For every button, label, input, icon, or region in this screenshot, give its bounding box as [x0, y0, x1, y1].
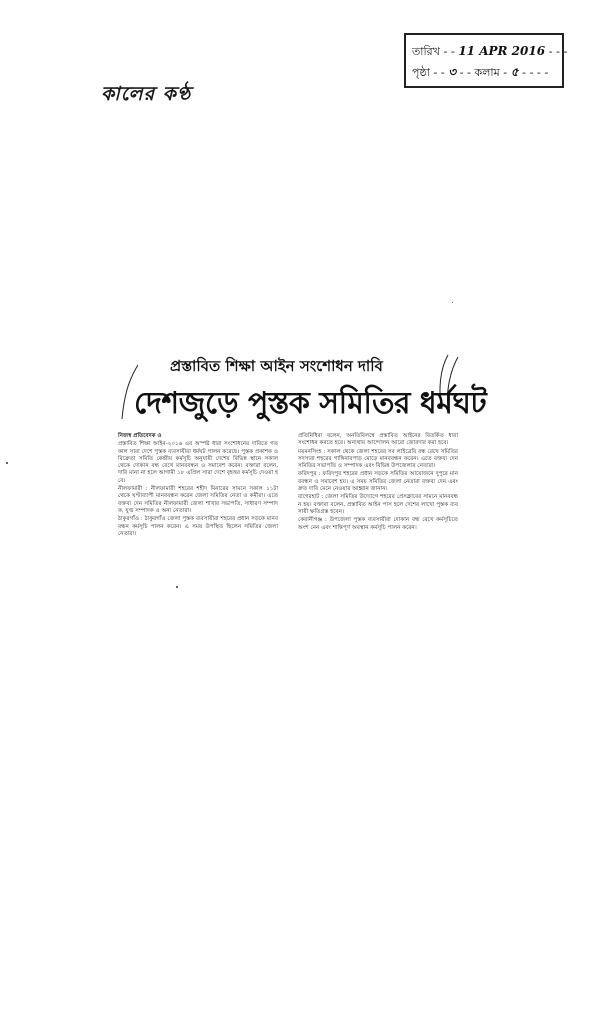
article-paragraph: ময়মনসিংহ : সকাল থেকে জেলা শহরের সব লাইব্রেরি বন্ধ রেখে সমিতির সদস্যরা শহরের গাঙ্গিনারপাড় মোড়ে মানববন্ধন করেন। এতে বক্তব্য দেন সমিতির সভাপতি ও সম্পাদক এবং বিভিন্ন উপজেলার নেতারা। — [298, 448, 458, 470]
stamp-date-row: তারিখ - - 11 APR 2016 - - - — [412, 44, 568, 58]
stamp-column-value: ৫ — [510, 65, 519, 79]
news-clipping — [118, 345, 487, 585]
article-paragraph: প্রতিনিধিরা বলেন, অনতিবিলম্বে প্রস্তাবিত আইনের বিতর্কিত ধারা সংশোধন করতে হবে। অন্যথায় আন্দোলন আরো জোরদার করা হবে। — [298, 433, 458, 447]
stamp-page-row: পৃষ্ঠা - - ৩ - - কলাম - ৫ - - - - — [412, 65, 549, 79]
stamp-page-label: পৃষ্ঠা — [412, 66, 430, 79]
filing-stamp — [404, 33, 568, 88]
article-kicker: প্রস্তাবিত শিক্ষা আইন সংশোধন দাবি — [170, 357, 383, 375]
article-paragraph: ফরিদপুর : ফরিদপুর শহরের প্রধান সড়কে সমিতির আয়োজনে দুপুরে মানববন্ধন ও সমাবেশ হয়। এ সময় সমিতির জেলা নেতারা বক্তব্য দেন এবং দ্রুত দাবি মেনে নেওয়ার আহ্বান জানান। — [298, 471, 458, 493]
stamp-column-label: কলাম — [474, 66, 500, 79]
article-paragraph: ঠাকুরগাঁও : ঠাকুরগাঁও জেলা পুস্তক ব্যবসায়ীরা শহরের প্রধান সড়কে মানববন্ধন কর্মসূচি পালন করেন। এ সময় উপস্থিত ছিলেন সমিতির জেলা নেতারা। — [118, 516, 278, 537]
article-paragraph: বাগেরহাট : জেলা সমিতির উদ্যোগে শহরের প্রেসক্লাবের সামনে মানববন্ধন হয়। বক্তারা বলেন, প্রস্তাবিত আইন পাস হলে দেশের লাখো পুস্তক ব্যবসায়ী ক্ষতিগ্রস্ত হবেন। — [298, 494, 458, 515]
article-column-right — [298, 433, 458, 533]
stamp-page-value: ৩ — [448, 65, 457, 79]
article-headline: দেশজুড়ে পুস্তক সমিতির ধর্মঘট — [134, 386, 487, 421]
article-paragraph: নীলফামারী : নীলফামারী শহরের শহীদ মিনারের সামনে সকাল ১১টা থেকে ঘণ্টাব্যাপী মানববন্ধন করেন জেলা সমিতির নেতা ও কর্মীরা। এতে বক্তব্য দেন সমিতির নীলফামারী জেলা শাখার সভাপতি, সাধারণ সম্পাদক, যুগ্ম সম্পাদক ও অন্য নেতারা। — [118, 486, 278, 514]
article-column-left — [118, 433, 278, 539]
scan-speck — [6, 462, 8, 464]
newspaper-name: কালের কণ্ঠ — [101, 83, 192, 105]
article-dateline: নিজস্ব প্রতিবেদক ও — [118, 433, 162, 439]
article-paragraph: প্রস্তাবিত শিক্ষা আইন-২০১৬ এর অস্পষ্ট ধারা সংশোধনের দাবিতে গতকাল সারা দেশে পুস্তক ব্যবসায়ীরা ধর্মঘট পালন করেছে। পুস্তক প্রকাশক ও বিক্রেতা সমিতি কেন্দ্রীয় কর্মসূচি অনুযায়ী দেশের বিভিন্ন স্থানে সকাল থেকে দোকান বন্ধ রেখে মানববন্ধন ও সমাবেশ করেন। বক্তারা বলেন, দাবি মানা না হলে আগামী ১৮ এপ্রিল সারা দেশে বৃহত্তর কর্মসূচি দেওয়া হবে। — [118, 441, 278, 484]
scan-speck — [176, 586, 178, 588]
stamp-date-value: 11 APR 2016 — [458, 44, 546, 58]
scan-speck — [452, 302, 453, 303]
article-paragraph: কেরানীগঞ্জ : উপজেলা পুস্তক ব্যবসায়ীরা দোকান বন্ধ রেখে কর্মসূচিতে অংশ নেন এবং শান্তিপূর্ণ অবস্থান কর্মসূচি পালন করেন। — [298, 517, 458, 531]
stamp-date-label: তারিখ — [412, 45, 440, 58]
